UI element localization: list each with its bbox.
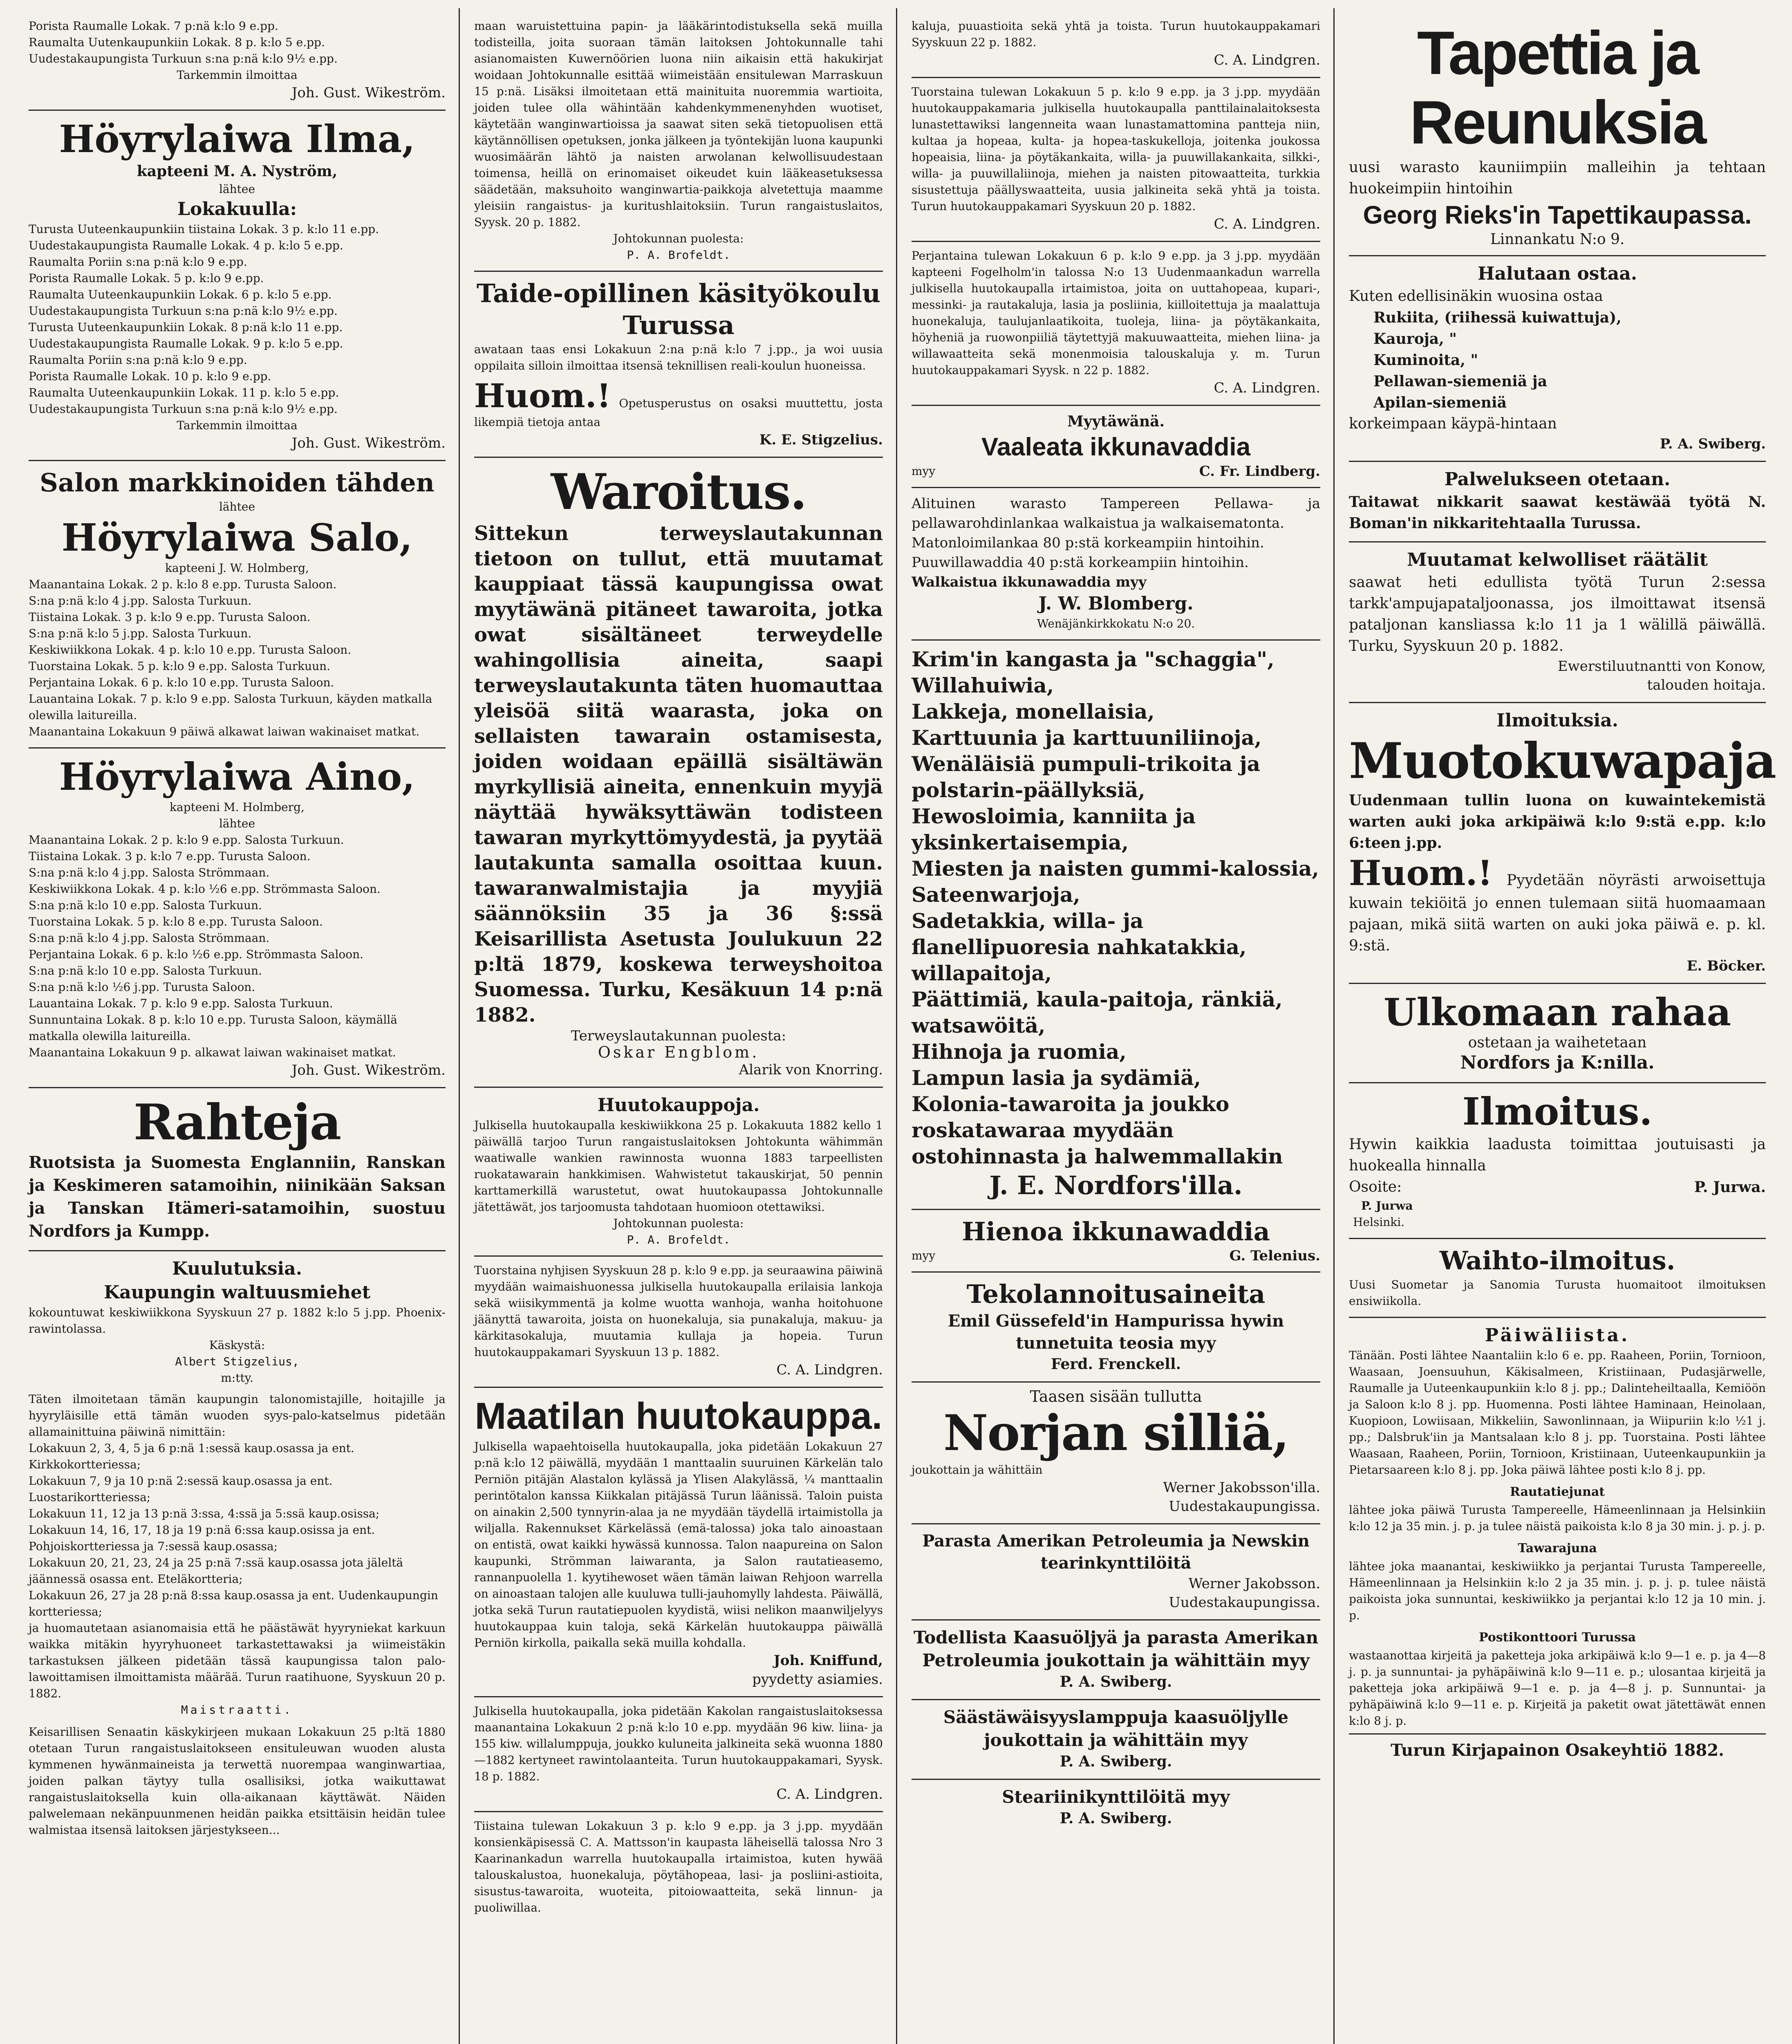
ad-kaasuoljy [912,1620,1320,1700]
list-item: Raumalta Uutenkaupunkiin Lokak. 8 p. k:lo 5 e.pp. [29,36,325,49]
list-item: Maanantaina Lokak. 2 p. k:lo 9 e.pp. Salosta Turkuun. [29,833,344,847]
ad-raatalit [1349,542,1766,703]
ad-text: Hywin kaikkia laadusta toimittaa joutuisasti ja huokealla hinnalla [1349,1136,1766,1174]
ad-text: Säästäwäisyyslamppuja kaasuöljylle joukottain ja wähittäin myy [943,1707,1289,1750]
ad-ulkomaan [1349,984,1766,1083]
ad-maatilan [474,1388,883,1697]
goods-item: Kolonia-tawaroita ja joukko roskatawaraa myydään ostohinnasta ja halwemmallakin [912,1092,1283,1168]
ad-waroitus [474,458,883,1088]
column-rule [896,8,897,2044]
list-item: Lauantaina Lokak. 7 p. k:lo 9 e.pp. Salosta Turkuun, käyden matkalla olewilla laitureilla. [29,692,432,722]
ad-title: Rahteja [133,1094,341,1151]
signature: Joh. Kniffund, [773,1652,883,1669]
signature: P. A. Brofeldt. [627,1233,730,1246]
ad-text: wastaanottaa kirjeitä ja paketteja joka arkipäiwä k:lo 9—1 e. p. ja 4—8 j. p. ja sunnuntai- ja pyhäpäiwinä k:lo 9—11 e. p.; ulosantaa kirjeitä ja paketteja joka arkipäiwä 9—1 e. p. ja 4—8 j. p. Sunnuntai- ja pyhäpäiwinä k:lo 9—11 e. p. Kirjeitä ja paketit owat jätettäwät ennen k:lo 8 j. p. [1349,1649,1766,1728]
list-item: Keskiwiikkona Lokak. 4 p. k:lo ½6 e.pp. Strömmasta Saloon. [29,882,381,896]
list-item: Maanantaina Lokakuun 9 p. alkawat laiwan wakinaiset matkat. [29,1046,396,1059]
ad-text: myy [912,1249,936,1262]
column-2 [462,12,895,2044]
list-item: Lokakuun 2, 3, 4, 5 ja 6 p:nä 1:sessä kaup.osassa ja ent. Kirkkokortteriessa; [29,1441,354,1471]
ad-top-continue [912,12,1320,78]
signature: Werner Jakobsson'illa. [1163,1479,1320,1496]
list-item: S:na p:nä k:lo 10 e.pp. Salosta Turkuun. [29,964,262,977]
ad-text: Sittekun terweyslautakunnan tietoon on tullut, että muutamat kauppiaat tässä kaupungissa owat myytäwänä pitäneet tawaroita, jotka owat sisältäneet terweydelle wahingollisia aineita, saapi terweyslautakunta täten huomauttaa yleisöä siitä waarasta, joka on sellaisten tawarain ostamisesta, joiden woidaan epäillä sisältäwän myrkyllisiä aineita, ennenkuin myyjä näyttää hywäksyttäwän todisteen tawaran myrkyttömyydestä, ja pyytää lautakunta samalla osoittaa kuun. tawaranwalmistajia ja myyjiä säännöksiin 35 ja 36 §:ssä Keisarillista Asetusta Joulukuun 22 p:ltä 1879, koskewa terweyshoitoa Suomessa. Turku, Kesäkuun 14 p:nä 1882. [474,522,883,1026]
section-title: Myytäwänä. [1067,413,1165,430]
ad-waihto [1349,1239,1766,1318]
ad-title: Hienoa ikkunawaddia [962,1217,1270,1246]
list-item: S:na p:nä k:lo ½6 j.pp. Turusta Saloon. [29,980,255,994]
signature: J. W. Blomberg. [1038,593,1194,614]
ad-title: Halutaan ostaa. [1477,263,1637,284]
list-item: Tarkemmin ilmoittaa [177,419,298,432]
signature: Oskar Engblom. [598,1043,759,1061]
ad-petroleum [912,1524,1320,1620]
ad-muotokuwapaja [1349,703,1776,984]
ad-aino [29,749,446,1088]
ad-text: Keisarillisen Senaatin käskykirjeen mukaan Lokakuun 25 p:ltä 1880 otetaan Turun rangaistuslaitokseen ensituleuwan wuoden alusta kymmenen hywänmaineista ja terwettä nuorempaa wanginwartiaa, joiden palkan täytyy tulla osallisiksi, jotka waikuttawat rangaistuslaitoksella kuin olla-aikanaan käyttäwät. Näiden palwelemaan nekänpuunmenen heidän paikka etsittäisin heidän tulee walmistaa itsensä laitoksen järjestykseen... [29,1725,446,1837]
signature: m:tty. [221,1371,253,1385]
ad-text: Julkisella huutokaupalla keskiwiikkona 25 p. Lokakuuta 1882 kello 1 päiwällä tarjoo Turun rangaistuslaitoksen Johtokunta wähimmän waatiwalle wankien rawinnosta wuonna 1883 tarpeellisten ruokatawarain hankkimisen. Wahwistetut takauskirjat, 50 pennin karttamerkillä warustetut, owat huutokaupassa Johtokunnalle jätettäwät, jos tarjoomusta tahdotaan huomioon otettawiksi. [474,1118,883,1214]
ad-title: Muutamat kelwolliset räätälit [1407,549,1708,570]
signature: C. A. Lindgren. [776,1362,883,1378]
signature: K. E. Stigzelius. [759,432,883,448]
ad-myytawana [912,406,1320,488]
ad-title: Turussa [623,310,735,340]
ad-taide [474,272,883,458]
list-item: Maanantaina Lokakuun 9 päiwä alkawat laiwan wakinaiset matkat. [29,725,420,738]
ad-huutokauppa-3 [474,1697,883,1812]
list-item: Tarkemmin ilmoittaa [177,68,298,82]
ad-text: Perjantaina tulewan Lokakuun 6 p. k:lo 9 e.pp. ja 3 j.pp. myydään kapteeni Fogelholm'in talossa N:o 13 Uudenmaankadun warrella julkisella huutokaupalla irtaimistoa, joita on uuttahopeaa, kupari-, messinki- ja rautakaluja, lasia ja posliinia, kiilloitettuja ja maalattuja huonekaluja, taulujanlaatikoita, tuoleja, liina- ja pöytäkankaita, höyheniä ja ruowonpiiliä täytettyjä makuuwaatteita, miehen liina- ja willawaatteita sekä monenmoisia talouskaluja y. m. Turun huutokauppakamari Syysk. n 22 p. 1882. [912,249,1320,377]
ad-hienoa [912,1210,1320,1273]
address: Linnankatu N:o 9. [1490,231,1625,248]
list-item: Raumalta Uuteenkaupunkiin Lokak. 11 p. k:lo 5 e.pp. [29,386,339,399]
ad-title: Tekolannoitusaineita [966,1279,1266,1309]
signature: C. Fr. Lindberg. [1199,463,1320,480]
ad-text: Emil Güssefeld'in Hampurissa hywin tunnetuita teosia myy [948,1311,1284,1353]
column-rule [459,8,460,2044]
ad-text: lähtee [219,182,255,196]
goods-item: Hewosloimia, kanniita ja yksinkertaisempia, [912,804,1196,854]
ad-rangaistus [474,12,883,272]
goods-item: Lampun lasia ja sydämiä, [912,1066,1201,1090]
ad-title: Palwelukseen otetaan. [1444,469,1671,490]
list-item: Tiistaina Lokak. 3 p. k:lo 7 e.pp. Turusta Saloon. [29,849,311,863]
ad-text: Julkisella wapaehtoisella huutokaupalla, joka pidetään Lokakuun 27 p:nä k:lo 12 päiwällä, myydään 1 manttaalin suuruinen Kärkelän talo Perniön pitäjän Alastalon kylässä ja Ylisen Alakylässä, ¼ manttaalin perintötalon kanssa Kiikkalan pitäjässä Turun läänissä. Taloin puista on ainakin 2,500 tynnyrin-alaa ja ne myydään täydellä irtaimistolla ja wiljalla. Rakennukset Kärkelässä (emä-talossa) joka talo ainoastaan on entistä, owat kaikki hywässä kunnossa. Talon naapureina on Salon kaupunki, Strömman laiwaranta, ja Salon rautatieasemo, rannanpuolella 1. kyytihewoset wäen tämän laiwan Rehjoon warrella on ainoastaan talojen alle kuuluwa tulli-jauhomylly lahdesta. Päiwällä, jotka sekä Turun rautatiepuolen kyydistä, wiisi nelikon maanwiljelyys huutokauppaa kuin taloja, sekä Kärkelän huutokauppa päiwällä Perniön kirkolla, paikalla sekä muilla kohdalla. [474,1440,883,1650]
signature: Albert Stigzelius, [175,1355,299,1368]
goods-item: Päättimiä, kaula-paitoja, ränkiä, watsawöitä, [912,987,1283,1038]
list-item: Sunnuntaina Lokak. 8 p. k:lo 10 e.pp. Turusta Saloon, käymällä matkalla olewilla laitureilla. [29,1013,398,1043]
goods-item: Wenäläisiä pumpuli-trikoita ja polstarin-päällyksiä, [912,752,1261,802]
ad-text: Matonloimilankaa 80 p:stä korkeampiin hintoihin. [912,535,1264,551]
list-item: Raumalta Poriin s:na p:nä k:lo 9 e.pp. [29,255,247,269]
ad-nordfors-goods [912,641,1320,1210]
list-item: Uudestakaupungista Raumalle Lokak. 9 p. k:lo 5 e.pp. [29,337,343,350]
goods-item: Kauroja, " [1373,330,1457,347]
address: Wenäjänkirkkokatu N:o 20. [1037,617,1195,630]
signature: P. Jurwa [1361,1199,1413,1213]
ad-text: kokountuwat keskiwiikkona Syyskuun 27 p. 1882 k:lo 5 j.pp. Phoenix-rawintolassa. [29,1306,446,1336]
ad-rahteja [29,1088,446,1251]
signature: C. A. Lindgren. [1214,52,1320,68]
ad-title: Georg Rieks'in Tapettikaupassa. [1363,201,1752,229]
signature: P. A. Swiberg. [1060,1673,1172,1690]
ad-text: Taitawat nikkarit saawat kestäwää työtä N. Boman'in nikkaritehtaalla Turussa. [1349,493,1766,532]
list-item: Perjantaina Lokak. 6 p. k:lo 10 e.pp. Turusta Saloon. [29,676,334,689]
ad-norjan [912,1383,1320,1524]
signature: J. E. Nordfors'illa. [989,1170,1243,1200]
printer-footer: Turun Kirjapainon Osakeyhtiö 1882. [1349,1733,1766,1762]
ad-title: Muotokuwapaja [1349,732,1776,790]
ad-huutokauppa-2 [474,1257,883,1388]
section-title: Päiwäliista. [1485,1325,1630,1346]
ad-subtitle: kapteeni J. W. Holmberg, [165,561,309,575]
ad-steariini [912,1780,1320,1836]
huom-label: Huom.! [1349,853,1493,893]
list-item: S:na p:nä k:lo 4 j.pp. Salosta Strömmaan. [29,866,270,879]
address: Helsinki. [1353,1215,1405,1229]
ad-text: Tuorstaina nyhjisen Syyskuun 28 p. k:lo 9 e.pp. ja seuraawina päiwinä myydään waimaishuonessa julkisella huutokaupalla erilaisia lankoja sekä wiisikymmentä ja kolme wuotta wanhoja, wanha hoitohuone jäänyttä tawaroita, joista on huonekaluja, sia punakaluja, makuu- ja kärkitasokaluja, muutamia kullaja ja hopeia. Turun huutokauppakamari Syyskuun 13 p. 1882. [474,1264,883,1359]
ad-text: kaluja, puuastioita sekä yhtä ja toista. Turun huutokauppakamari Syyskuun 22 p. 1882. [912,19,1320,49]
section-title: Huutokauppoja. [597,1095,760,1116]
list-item: Lokakuun 11, 12 ja 13 p:nä 3:ssa, 4:ssä ja 5:ssä kaup.osissa; [29,1507,380,1520]
ad-text: Tänään. Posti lähtee Naantaliin k:lo 6 e. pp. Raaheen, Poriin, Tornioon, Waasaan, Joensuuhun, Käkisalmeen, Kristiinaan, Pudasjärwelle, Raumalle ja Uuteenkaupunkiin k:lo 8 j. pp.; Dalinteheiltaalla, Kemiöön ja Saloon k:lo 8 j. pp. Huomenna. Posti lähtee Haminaan, Heinolaan, Kuopioon, Lowiisaan, Mikkeliin, Sawonlinnaan, ja Wiipuriin k:lo ½1 j. pp.; Dalsbruk'iin ja Mantsalaan k:lo 8 j. pp. Tuorstaina. Posti lähtee Waasaan, Raaheen, Poriin, Tornioon, Kristiinaan, Uuteenkaupunkiin ja Pietarsaareen k:lo 8 j. pp. Joka päiwä lähtee posti k:lo 8 j. pp. [1349,1349,1766,1477]
ad-text: Parasta Amerikan Petroleumia ja Newskin tearinkynttilöitä [922,1531,1310,1573]
ad-text: Puuwillawaddia 40 p:stä korkeampiin hintoihin. [912,554,1249,571]
signature: P. Jurwa. [1694,1179,1766,1196]
list-item: Uudestakaupungista Raumalle Lokak. 4 p. k:lo 5 e.pp. [29,239,343,252]
section-title: Postikonttoori Turussa [1478,1630,1636,1645]
column-4 [1337,12,1778,2044]
ad-subtitle: Lokakuulla: [177,199,297,220]
ad-ilmoitus [1349,1083,1766,1239]
signature: P. A. Swiberg. [1060,1810,1172,1827]
ad-text: Johtokunnan puolesta: [613,1217,744,1230]
ad-text: lähtee joka päiwä Turusta Tampereelle, Hämeenlinnaan ja Helsinkiin k:lo 12 ja 35 min. j. p. ja tulee näistä paikoista k:lo 8 ja 30 min. j. p. j. p. [1349,1503,1766,1533]
list-item: Lauantaina Lokak. 7 p. k:lo 9 e.pp. Salosta Turkuun. [29,997,333,1010]
column-rule [1333,8,1335,2044]
goods-item: Krim'in kangasta ja "schaggia", [912,647,1275,671]
ad-kuulutuksia [29,1251,446,1846]
ad-title: Höyrylaiwa Ilma, [59,117,415,161]
ad-text: ja huomautetaan asianomaisia että he päästäwät hyyryniekat karkuun waikka mitäkin hyyryhuoneet tarkastettawaksi ja wiimeistäkin tarkastuksen jälkeen pidetään tässä kaupungissa talon palo-lawoittamisen ilmoittamista määrää. Turun raatihuone, Syyskuun 20 p. 1882. [29,1621,446,1700]
list-item: Tuorstaina Lokak. 5 p. k:lo 8 e.pp. Turusta Saloon. [29,915,323,928]
signature: G. Telenius. [1229,1248,1320,1264]
goods-item: Apilan-siemeniä [1373,394,1507,411]
list-item: Uudestakaupungista Turkuun s:na p:nä k:lo 9½ e.pp. [29,304,338,318]
list-item: Lokakuun 20, 21, 23, 24 ja 25 p:nä 7:ssä kaup.osassa jota jäleltä jäännessä osassa ent. Eteläkortteria; [29,1556,403,1586]
signature: P. A. Swiberg. [1660,436,1766,452]
list-item: Tuorstaina Lokak. 5 p. k:lo 9 e.pp. Salosta Turkuun. [29,659,331,673]
list-item: Keskiwiikkona Lokak. 4 p. k:lo 10 e.pp. Turusta Saloon. [29,643,352,657]
signature: Ewerstiluutnantti von Konow, [1557,658,1766,675]
signature: Joh. Gust. Wikeström. [291,1062,446,1078]
ad-text: Todellista Kaasuöljyä ja parasta Amerikan Petroleumia joukottain ja wähittäin myy [913,1627,1319,1670]
ad-text: Alituinen warasto Tampereen Pellawa- ja pellawarohdinlankaa walkaistua ja walkaisematonta. [912,495,1320,531]
goods-item: Willahuiwia, [912,673,1054,697]
ad-text: Osoite: [1349,1179,1402,1195]
list-item: Uudestakaupungista Turkuun s:na p:nä k:lo 9½ e.pp. [29,52,338,65]
signature: Uudestakaupungissa. [1169,1594,1320,1611]
ad-teko [912,1273,1320,1383]
section-title: Ilmoituksia. [1496,710,1619,731]
ad-text: lähtee joka maanantai, keskiwiikko ja perjantai Turusta Tampereelle, Hämeenlinnaan ja Helsinkiin k:lo 2 ja 35 min. j. p. j. p. tulee näistä paikoista joka sunnuntai, keskiwiikko ja perjantai k:lo 12 ja 10 min. j. p. [1349,1560,1766,1622]
list-item: Lokakuun 7, 9 ja 10 p:nä 2:sessä kaup.osassa ja ent. Luostarikortteriessa; [29,1474,333,1504]
ad-perjantaina [912,242,1320,406]
ad-text: maan waruistettuina papin- ja lääkärintodistuksella sekä muilla todisteilla, joita suoraan tämän laitoksen Johtokunnalle tahi asianomaisten Kuwernöörien luona niin aikaisin että hakukirjat woidaan Johtokunnalle esittää wiimeistään ensitulewan Marraskuun 15 p:nä. Lisäksi ilmoitetaan että mainituita nuoremmia wartioita, joiden tulee olla wähintään kahdenkymmenenyhden wuotiset, käytetään wanginwartioissa ja saawat siten sekä tietopuolisen että käytännöllisen opetuksen, jonka jälkeen ja työntekijän luona kaupunki wuosimäärän lähtö ja naisten arwolanan kelwollisuudestaan toimensa, heillä on erinomaiset oikeudet kuin lääkeasetuksessa säädetään, maksuhoito wanginwartia-paikkoja alvetettuja maamme yleisiin rangaistus- ja kuritushlaitoksiin. Turun rangaistuslaitos, Syysk. 20 p. 1882. [474,19,883,229]
ad-title: Waihto-ilmoitus. [1439,1246,1676,1275]
ad-lamppuja [912,1700,1320,1780]
ad-text: Opetusperustus on osaksi muuttettu, josta likempiä tietoja antaa [474,397,883,429]
ad-tapettia [1349,12,1766,256]
ad-text: Julkisella huutokaupalla, joka pidetään Kakolan rangaistuslaitoksessa maanantaina Lokakuun 2 p:nä k:lo 10 e.pp. myydään 96 kiw. liina- ja 155 kiw. willalumppuja, joukko kuluneita jalkineita sekä wuonna 1880 —1882 kertyneet rawintolaanteita. Turun huutokauppakamari, Syysk. 18 p. 1882. [474,1704,883,1783]
ad-title: Salon markkinoiden tähden [40,468,435,498]
ad-text: ostetaan ja waihetetaan [1468,1034,1647,1051]
ad-title: Taide-opillinen käsityökoulu [476,278,881,308]
ad-title: Ulkomaan rahaa [1384,990,1731,1034]
ad-text: saawat heti edullista työtä Turun 2:sessa tarkk'ampujapataljoonassa, jos ilmoittawat itsensä pataljonan kansliassa k:lo 11 ja 1 wälillä päiwällä. Turku, Syyskuun 20 p. 1882. [1349,574,1766,654]
list-item: Raumalta Poriin s:na p:nä k:lo 9 e.pp. [29,353,247,367]
list-item: Turusta Uuteenkaupunkiin Lokak. 8 p:nä k:lo 11 e.pp. [29,320,343,334]
ad-text: Ruotsista ja Suomesta Englanniin, Ranskan ja Keskimeren satamoihin, niinikään Saksan ja Tanskan Itämeri-satamoihin, suostuu Nordfors ja Kumpp. [29,1153,446,1241]
goods-item: Sadetakkia, willa- ja flanellipuoresia nahkatakkia, willapaitoja, [912,909,1247,985]
list-item: S:na p:nä k:lo 10 e.pp. Salosta Turkuun. [29,899,262,912]
ad-title: Ilmoitus. [1462,1089,1653,1134]
ad-title: Waroitus. [551,463,806,521]
signature: Ferd. Frenckell. [1051,1356,1181,1373]
ad-text: korkeimpaan käypä-hintaan [1349,415,1557,432]
goods-item: Karttuunia ja karttuuniliinoja, [912,726,1262,750]
signature: Maistraatti. [181,1703,293,1717]
ad-text: joukottain ja wähittäin [912,1463,1043,1477]
ad-title: Kaupungin waltuusmiehet [103,1282,371,1303]
ad-title: Norjan silliä, [943,1404,1289,1462]
signature: E. Böcker. [1687,958,1766,974]
ad-title: Höyrylaiwa Aino, [59,755,415,799]
signature: Alarik von Knorring. [739,1062,883,1078]
ad-text: Steariinikynttilöitä myy [1002,1787,1230,1807]
section-title: Tawarajuna [1518,1541,1597,1555]
section-title: Rautatiejunat [1510,1485,1605,1499]
ad-text: uusi warasto kauniimpiin malleihin ja tehtaan huokeimpiin hintoihin [1349,159,1766,197]
ad-text: lähtee [219,500,255,513]
goods-item: Lakkeja, monellaisia, [912,699,1155,724]
ad-text: Täten ilmoitetaan tämän kaupungin talonomistajille, hoitajille ja hyyryläisille että tämän wuoden syys-palo-katselmus pidetään allamainittuina päiwinä nimittäin: [29,1392,446,1439]
ad-text: Walkaistua ikkunawaddia myy [912,574,1147,590]
list-item: Porista Raumalle Lokak. 10 p. k:lo 9 e.pp. [29,370,271,383]
ad-text: awataan taas ensi Lokakuun 2:na p:nä k:lo 7 j.pp., ja woi uusia oppilaita silloin ilmoittaa itsensä teknillisen reali-koulun huoneissa. [474,343,883,372]
list-item: Porista Raumalle Lokak. 7 p:nä k:lo 9 e.pp. [29,19,278,33]
list-item: Turusta Uuteenkaupunkiin tiistaina Lokak. 3 p. k:lo 11 e.pp. [29,222,379,236]
goods-item: Hihnoja ja ruomia, [912,1040,1127,1064]
ad-salo [29,461,446,749]
ad-text: lähtee [219,817,255,830]
ad-text: Kuten edellisinäkin wuosina ostaa [1349,288,1603,305]
huom-label: Huom.! [474,377,611,415]
signature: C. A. Lindgren. [1214,216,1320,232]
ad-text: Taasen sisään tullutta [1030,1387,1202,1405]
list-item: Maanantaina Lokak. 2 p. k:lo 8 e.pp. Turusta Saloon. [29,578,337,591]
signature: Käskystä: [209,1338,265,1352]
list-item: Porista Raumalle Lokak. 5 p. k:lo 9 e.pp. [29,271,264,285]
ad-tuorstaina [912,78,1320,242]
ad-top-schedule [29,12,446,111]
signature: talouden hoitaja. [1647,677,1766,693]
signature: P. A. Brofeldt. [627,248,730,262]
ad-text: Uusi Suometar ja Sanomia Turusta huomaitoot ilmoituksen ensiwiikolla. [1349,1278,1766,1308]
ad-ilma [29,111,446,461]
ad-title: Tapettia ja Reunuksia [1409,18,1705,157]
signature: Uudestakaupungissa. [1169,1498,1320,1515]
ad-title: Höyrylaiwa Salo, [61,515,413,560]
goods-item: Kuminoita, " [1373,352,1478,369]
ad-huutokauppa-4 [474,1812,883,1923]
ad-huutokauppa-1 [474,1088,883,1257]
list-item: Raumalta Uuteenkaupunkiin Lokak. 6 p. k:lo 5 e.pp. [29,288,332,301]
signature: C. A. Lindgren. [1214,380,1320,396]
ad-text: Tuorstaina tulewan Lokakuun 5 p. k:lo 9 e.pp. ja 3 j.pp. myydään huutokauppakamaria julkisella huutokaupalla panttilainalaitoksesta lunastettawiksi langenneita waan lunastamattomina pantteja niin, kultaa ja hopeaa, kulta- ja hopea-taskukelloja, joitenka joukossa hopeaisia, liina- ja pöytäkankaita, willa- ja puuwillakankaita, silkki-, willa- ja puuwillaliinoja, miehen ja naisten pitowaatteita, turkkia sisustettuja päällyswaatteita, uusia jalkineita sekä yhtä ja toista. Turun huutokauppakamari Syyskuun 20 p. 1882. [912,85,1320,213]
ad-title: Maatilan huutokauppa. [475,1395,883,1437]
list-item: Lokakuun 26, 27 ja 28 p:nä 8:ssa kaup.osassa ja ent. Uudenkaupungin kortteriessa; [29,1589,438,1618]
goods-item: Rukiita, (riihessä kuiwattuja), [1373,309,1622,326]
ad-subtitle: kapteeni M. Holmberg, [170,800,305,814]
signature: Werner Jakobsson. [1188,1576,1320,1592]
ad-text: Pyydetään nöyrästi arwoisettuja kuwain tekiöitä jo ennen tulemaan siitä huomaamaan pajaan, mikä siitä warten on auki joka päiwä e. p. kl. 9:stä. [1349,872,1766,954]
ad-text: myy [912,464,936,478]
list-item: Lokakuun 14, 16, 17, 18 ja 19 p:nä 6:ssa kaup.osissa ja ent. Pohjoiskortteriessa ja 7:sessä kaup.osassa; [29,1523,375,1553]
column-1 [16,12,458,2044]
goods-item: Pellawan-siemeniä ja [1373,373,1548,390]
goods-item: Sateenwarjoja, [912,883,1080,907]
goods-item: Miesten ja naisten gummi-kalossia, [912,856,1319,881]
list-item: Perjantaina Lokak. 6 p. k:lo ½6 e.pp. Strömmasta Saloon. [29,948,364,961]
list-item: S:na p:nä k:lo 5 j.pp. Salosta Turkuun. [29,627,252,640]
signature: Joh. Gust. Wikeström. [291,85,446,101]
ad-text: Uudenmaan tullin luona on kuwaintekemistä warten auki joka arkipäiwä k:lo 9:stä e.pp. k:lo 6:teen j.pp. [1349,792,1766,852]
ad-palwelukseen [1349,462,1766,542]
signature: C. A. Lindgren. [776,1786,883,1802]
ad-text: Tiistaina tulewan Lokakuun 3 p. k:lo 9 e.pp. ja 3 j.pp. myydään konsienkäpisessä C. A. Mattsson'in kaupasta läheisellä talossa Nro 3 Kaarinankadun warrella huutokaupalla irtaimistoa, kuten hywää talouskalustoa, huonekaluja, pöytähopeaa, lasi- ja posliini-astioita, sisustus-tawaroita, wuoteita, pitoiowaatteita, sekä linnun- ja puoliwillaa. [474,1819,883,1914]
ad-text: Johtokunnan puolesta: [613,232,744,245]
signature: Joh. Gust. Wikeström. [291,435,446,451]
signature: pyydetty asiamies. [752,1671,883,1688]
list-item: S:na p:nä k:lo 4 j.pp. Salosta Turkuun. [29,594,252,607]
ad-halutaan [1349,256,1766,462]
list-item: S:na p:nä k:lo 4 j.pp. Salosta Strömmaan. [29,931,270,945]
ad-blomberg [912,488,1320,641]
ad-title: Vaaleata ikkunavaddia [981,433,1251,461]
signature: P. A. Swiberg. [1060,1753,1172,1770]
ad-text: Terweyslautakunnan puolesta: [571,1028,786,1044]
section-title: Kuulutuksia. [172,1258,302,1279]
ad-paiwaliista [1349,1318,1766,1785]
ad-subtitle: kapteeni M. A. Nyström, [137,163,338,180]
signature: Nordfors ja K:nilla. [1460,1052,1655,1073]
column-3 [899,12,1333,2044]
list-item: Uudestakaupungista Turkuun s:na p:nä k:lo 9½ e.pp. [29,402,338,416]
list-item: Tiistaina Lokak. 3 p. k:lo 9 e.pp. Turusta Saloon. [29,610,311,624]
